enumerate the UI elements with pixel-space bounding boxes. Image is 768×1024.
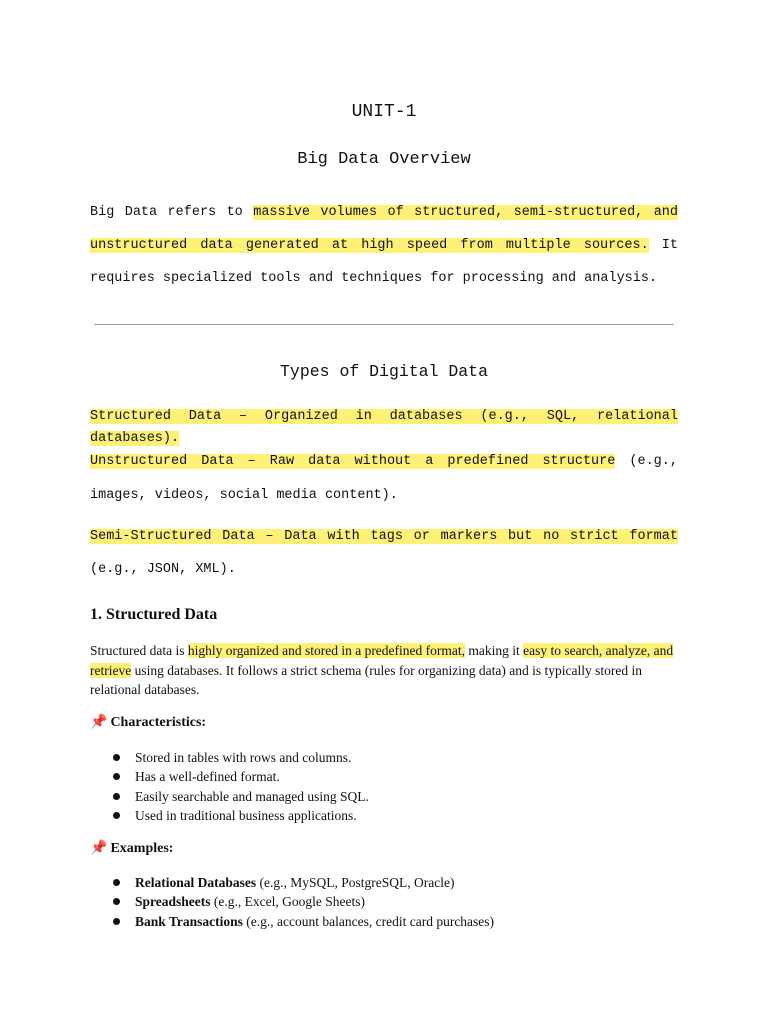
- structured-data-paragraph: [90, 641, 678, 700]
- intro-text-end: It requires specialized tools and techniques for processing and analysis.: [90, 238, 678, 286]
- structured-text-2: making it: [465, 643, 524, 658]
- list-item: [111, 787, 369, 806]
- bullet-icon: [113, 918, 120, 925]
- list-item: [111, 912, 494, 931]
- semi-structured-type-example: (e.g., JSON, XML).: [90, 562, 236, 577]
- bullet-icon: [113, 812, 120, 819]
- structured-data-heading: 1. Structured Data: [90, 606, 218, 623]
- list-item: [111, 892, 494, 911]
- example-detail: (e.g., MySQL, PostgreSQL, Oracle): [256, 875, 455, 890]
- examples-list: [111, 873, 494, 931]
- databases-highlight: databases: [389, 409, 463, 424]
- structured-type-label: Structured Data – Organized in: [90, 409, 390, 424]
- bullet-icon: [113, 898, 120, 905]
- bullet-icon: [113, 754, 120, 761]
- list-item-text: Easily searchable and managed using SQL.: [135, 788, 369, 804]
- pushpin-icon: 📌: [90, 715, 108, 730]
- list-item-text: Stored in tables with rows and columns.: [135, 750, 352, 765]
- unstructured-type-example: (e.g., images, videos, social media content).: [90, 454, 678, 503]
- overview-title: Big Data Overview: [297, 150, 471, 169]
- structured-highlight-1: highly organized and stored in a predefined format,: [187, 643, 466, 658]
- list-item-text: Has a well-defined format.: [135, 769, 280, 785]
- unstructured-type-highlight: Unstructured Data – Raw data without a predefined structure: [90, 454, 616, 469]
- bullet-icon: [113, 879, 120, 886]
- example-detail: (e.g., account balances, credit card purchases): [242, 913, 495, 929]
- types-title: Types of Digital Data: [280, 362, 488, 381]
- structured-type-line: [90, 406, 678, 450]
- list-item: [111, 873, 494, 892]
- characteristics-heading: [90, 713, 206, 733]
- structured-text-1: Structured data is: [90, 643, 188, 658]
- intro-paragraph: [90, 196, 678, 295]
- list-item: [111, 806, 369, 825]
- examples-heading: [90, 839, 173, 859]
- intro-highlight: massive volumes of structured, semi-structured, and unstructured data generated at high speed from multiple sources.: [90, 205, 678, 253]
- characteristics-label: Characteristics:: [110, 715, 207, 730]
- structured-text-3: using databases. It follows a strict schema (rules for organizing data) and is typically stored in relational databases.: [90, 662, 642, 697]
- example-detail: (e.g., Excel, Google Sheets): [210, 894, 365, 910]
- list-item: [111, 767, 369, 786]
- semi-structured-type-line: [90, 520, 678, 586]
- characteristics-list: [111, 748, 369, 825]
- bullet-icon: [113, 793, 120, 800]
- example-term: Bank Transactions: [135, 913, 243, 929]
- example-term: Relational Databases: [135, 875, 257, 890]
- structured-highlight-2: easy to search, analyze, and retrieve: [90, 643, 674, 678]
- example-term: Spreadsheets: [135, 894, 211, 910]
- structured-type-highlight: [90, 409, 390, 424]
- horizontal-divider: [94, 324, 674, 325]
- unit-title: UNIT-1: [351, 102, 417, 122]
- intro-text-start: Big Data refers to: [90, 205, 254, 220]
- unstructured-type-line: [90, 445, 678, 513]
- pushpin-icon: 📌: [90, 841, 108, 856]
- list-item: [111, 748, 369, 767]
- bullet-icon: [113, 773, 120, 780]
- semi-structured-type-highlight: Semi-Structured Data – Data with tags or markers but no strict format: [90, 529, 678, 544]
- structured-type-example: (e.g., SQL, relational databases).: [90, 409, 678, 446]
- examples-label: Examples:: [110, 841, 174, 856]
- list-item-text: Used in traditional business applications.: [135, 807, 357, 823]
